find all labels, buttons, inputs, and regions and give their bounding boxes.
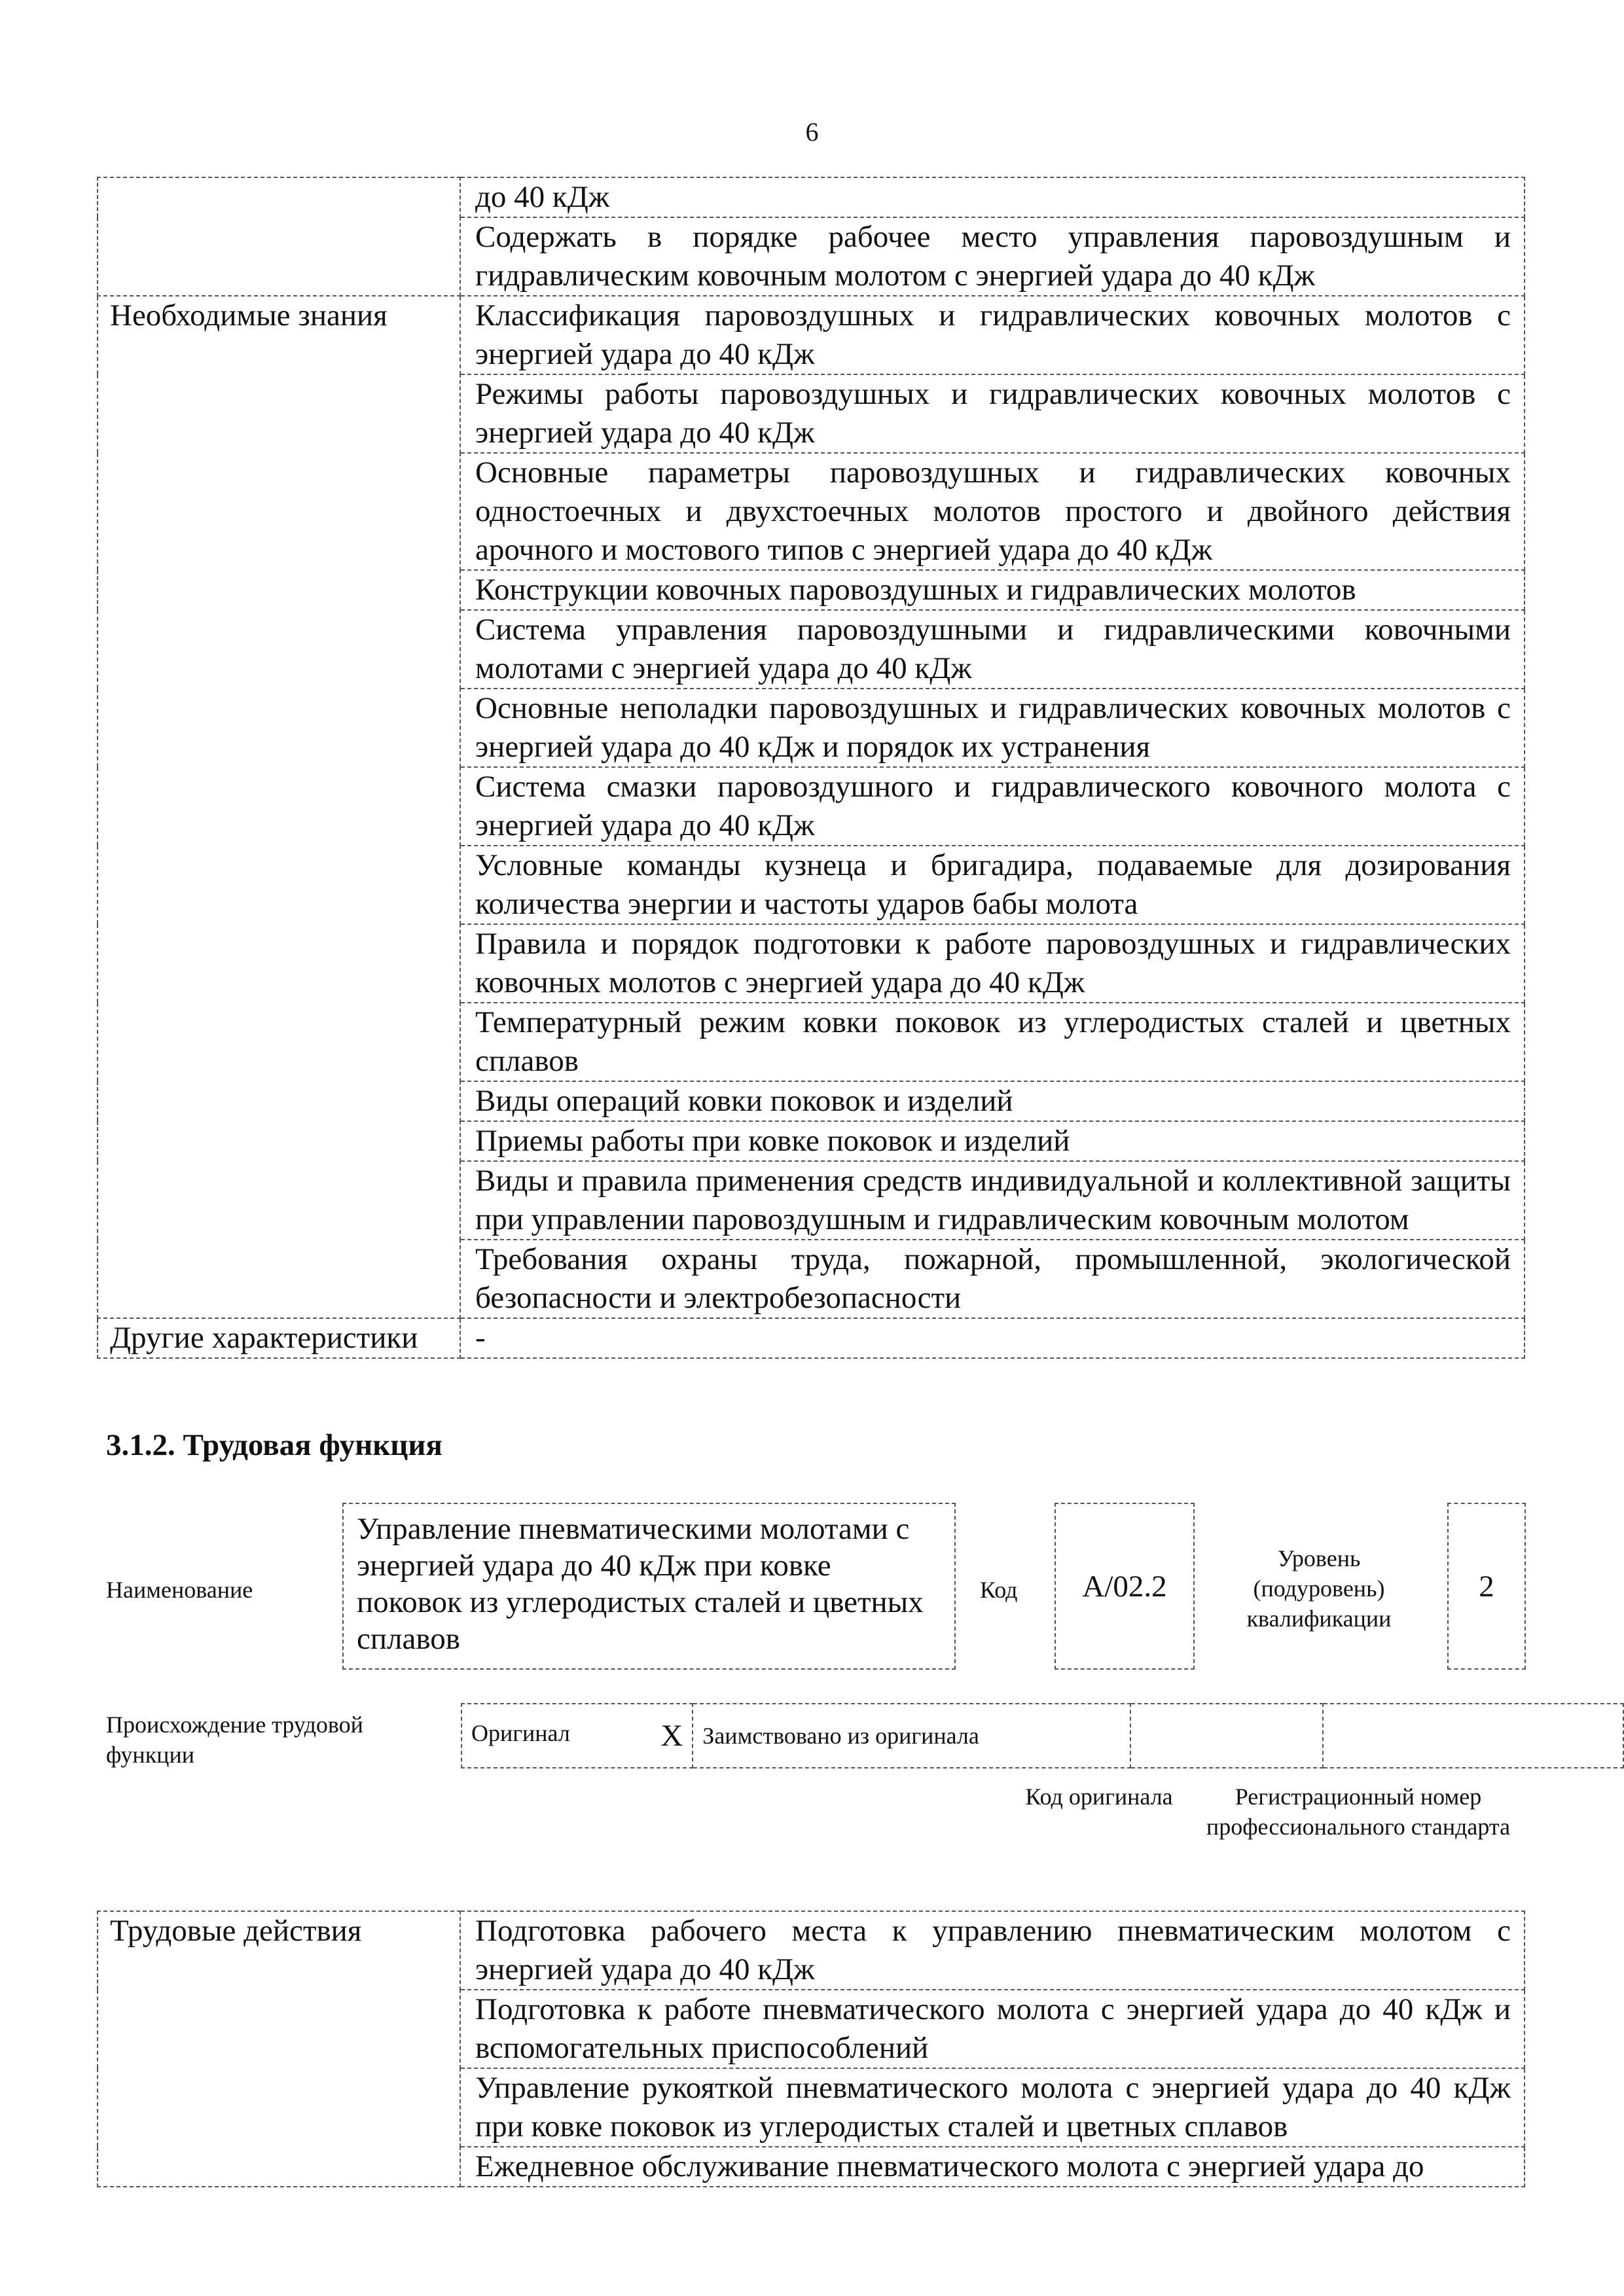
section-heading: 3.1.2. Трудовая функция	[106, 1428, 442, 1462]
table-cell: -	[460, 1318, 1525, 1358]
table-cell: Условные команды кузнеца и бригадира, подаваемые для дозирования количества энергии и частоты ударов бабы молота	[460, 846, 1525, 924]
table-cell: Температурный режим ковки поковок из углеродистых сталей и цветных сплавов	[460, 1003, 1525, 1081]
table-cell: Ежедневное обслуживание пневматического молота с энергией удара до	[460, 2147, 1525, 2187]
origin-code-cell	[1130, 1704, 1323, 1768]
table-row	[98, 1911, 1525, 1990]
origin-borrowed-cell: Заимствовано из оригинала	[693, 1704, 1130, 1768]
table-cell: Виды и правила применения средств индивидуальной и коллективной защиты при управлении паровоздушным и гидравлическим ковочным молотом	[460, 1161, 1525, 1240]
table-row	[98, 296, 1525, 374]
knowledge-table	[97, 177, 1525, 1359]
table-cell: Приемы работы при ковке поковок и изделий	[460, 1121, 1525, 1161]
table-cell: Режимы работы паровоздушных и гидравлических ковочных молотов с энергией удара до 40 кДж	[460, 374, 1525, 453]
code-label: Код	[980, 1577, 1018, 1603]
origin-label: Происхождение трудовой функции	[106, 1712, 363, 1768]
origin-table	[461, 1703, 1624, 1768]
level-value-box: 2	[1447, 1503, 1526, 1670]
name-label: Наименование	[106, 1577, 253, 1603]
table-cell: Основные параметры паровоздушных и гидравлических ковочных одностоечных и двухстоечных молотов простого и двойного действия арочного и мостового типов с энергией удара до 40 кДж	[460, 453, 1525, 570]
code-original-caption: Код оригинала	[1025, 1784, 1173, 1810]
table-cell: Система управления паровоздушными и гидравлическими ковочными молотами с энергией удара до 40 кДж	[460, 610, 1525, 689]
origin-reg-cell	[1323, 1704, 1623, 1768]
table-cell: Конструкции ковочных паровоздушных и гидравлических молотов	[460, 570, 1525, 610]
row-label-other: Другие характеристики	[98, 1318, 460, 1358]
table-row	[98, 1318, 1525, 1358]
table-cell: Классификация паровоздушных и гидравлических ковочных молотов с энергией удара до 40 кДж	[460, 296, 1525, 374]
origin-original-cell	[461, 1704, 693, 1768]
table-row	[98, 177, 1525, 217]
level-label: Уровень (подуровень) квалификации	[1246, 1545, 1392, 1632]
code-value-box: A/02.2	[1055, 1503, 1195, 1670]
table-cell: до 40 кДж	[460, 177, 1525, 217]
table-cell: Виды операций ковки поковок и изделий	[460, 1081, 1525, 1121]
table-cell: Требования охраны труда, пожарной, промышленной, экологической безопасности и электробезопасности	[460, 1240, 1525, 1318]
actions-table	[97, 1910, 1525, 2187]
table-cell: Управление рукояткой пневматического молота с энергией удара до 40 кДж при ковке поковок из углеродистых сталей и цветных сплавов	[460, 2068, 1525, 2147]
table-row	[461, 1704, 1623, 1768]
table-cell: Система смазки паровоздушного и гидравлического ковочного молота с энергией удара до 40 кДж	[460, 767, 1525, 846]
table-cell: Основные неполадки паровоздушных и гидравлических ковочных молотов с энергией удара до 40 кДж и порядок их устранения	[460, 689, 1525, 767]
origin-original-label: Оригинал	[471, 1720, 570, 1746]
name-value-box: Управление пневматическими молотами с энергией удара до 40 кДж при ковке поковок из углеродистых сталей и цветных сплавов	[342, 1503, 956, 1670]
reg-number-caption: Регистрационный номер профессионального стандарта	[1206, 1784, 1511, 1840]
table-cell: Подготовка рабочего места к управлению пневматическим молотом с энергией удара до 40 кДж	[460, 1911, 1525, 1990]
page-number: 6	[805, 117, 819, 147]
row-label	[98, 177, 460, 296]
origin-original-mark: X	[660, 1719, 683, 1753]
table-cell: Правила и порядок подготовки к работе паровоздушных и гидравлических ковочных молотов с энергией удара до 40 кДж	[460, 924, 1525, 1003]
row-label-actions: Трудовые действия	[98, 1911, 460, 2187]
table-cell: Содержать в порядке рабочее место управления паровоздушным и гидравлическим ковочным молотом с энергией удара до 40 кДж	[460, 217, 1525, 296]
table-cell: Подготовка к работе пневматического молота с энергией удара до 40 кДж и вспомогательных приспособлений	[460, 1990, 1525, 2068]
row-label-knowledge: Необходимые знания	[98, 296, 460, 1318]
